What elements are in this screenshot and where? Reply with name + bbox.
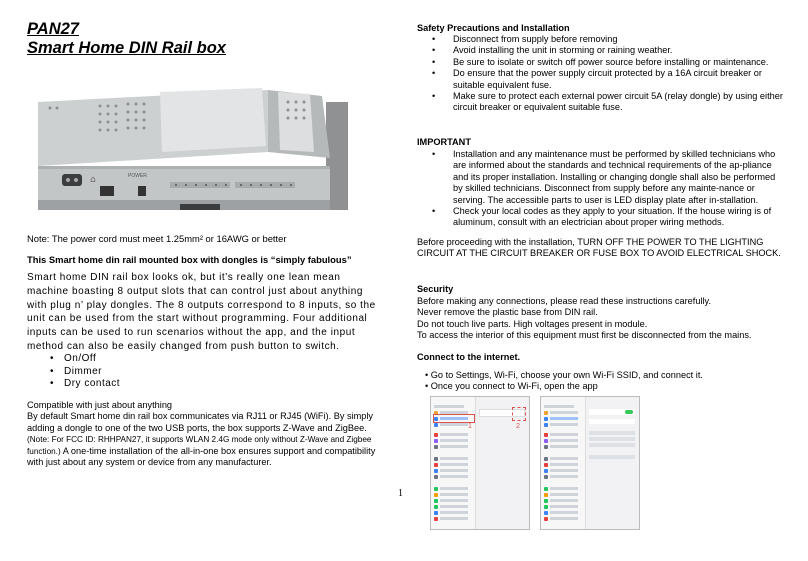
list-item: • Avoid installing the unit in storming or raining weather. xyxy=(417,45,787,56)
intro-paragraph: Smart home DIN rail box looks ok, but it’s really one lean mean machine boasting 8 output slots that can control just about anything with plug n’ play dongles. The 8 outputs correspond to 8 inputs, so the unit can be used from the start without programming. Four additional inputs can be used to run scenarios without the app, and the input method can also be easily changed from push button to switch. xyxy=(27,272,376,352)
list-item: • Go to Settings, Wi-Fi, choose your own Wi-Fi SSID, and connect it. xyxy=(425,370,703,380)
wifi-network-screenshot xyxy=(540,396,640,530)
list-item: • Dimmer xyxy=(27,366,227,379)
connect-steps xyxy=(425,370,785,393)
power-cord-note: Note: The power cord must meet 1.25mm² or 16AWG or better xyxy=(27,233,287,244)
product-model: PAN27 xyxy=(27,20,79,38)
marker-2: 2 xyxy=(516,423,520,430)
compat-heading: Compatible with just about anything xyxy=(27,400,173,410)
important-warning: Before proceeding with the installation, TURN OFF THE POWER TO THE LIGHTING CIRCUIT AT THE CIRCUIT BREAKER OR FUSE BOX TO AVOID ELECTRICAL SHOCK. xyxy=(417,237,781,259)
wifi-settings-screenshot xyxy=(430,396,530,530)
list-item: • Dry contact xyxy=(27,378,227,391)
important-list xyxy=(417,149,787,229)
din-rail-box-image xyxy=(30,82,375,217)
safety-list xyxy=(417,34,787,114)
list-item: • On/Off xyxy=(27,353,227,366)
compat-paragraph: By default Smart home din rail box communicates via RJ11 or RJ45 (WiFi). By simply adding a dongle to one of the two USB ports, the box supports Z-Wave and ZigBee. (Note: For FCC ID: RHHPAN27, it supports WLAN 2.4G mode only without Z-Wave and Zigbee function.) A one-time installation of the all-in-one box ensures support and compatibility with just about any system or device from any manufacturer. xyxy=(27,411,376,468)
security-heading: Security xyxy=(417,284,454,294)
list-item: • Check your local codes as they apply to your situation. If the house wiring is of aluminum, consult with an electrician about proper wiring methods. xyxy=(417,206,787,229)
fcc-note: (Note: For FCC ID: RHHPAN27, it supports WLAN 2.4G mode only without Z-Wave and Zigbee function.) xyxy=(27,435,372,456)
power-socket xyxy=(62,174,82,186)
marker-1: 1 xyxy=(468,423,472,430)
usb-port xyxy=(138,186,146,196)
safety-heading: Safety Precautions and Installation xyxy=(417,23,570,33)
section-heading: This Smart home din rail mounted box with dongles is “simply fabulous” xyxy=(27,254,352,265)
list-item: • Make sure to protect each external power circuit 5A (relay dongle) by using either circuit breaker or equivalent suitable fuse. xyxy=(417,91,787,114)
power-label: POWER xyxy=(128,173,147,179)
connect-heading: Connect to the internet. xyxy=(417,352,521,362)
important-heading: IMPORTANT xyxy=(417,137,471,147)
page-number: 1 xyxy=(398,488,403,499)
list-item: • Installation and any maintenance must be performed by skilled technicians who are informed about the standards and technical requirements of the ap-pliance and its proper installation. Installing or changing dongle shall also be performed by skilled technicians. Disconnect from supply before any mainte-nance or serving. The accessible parts to user is LED display plate after in-stallation. xyxy=(417,149,787,206)
product-title: Smart Home DIN Rail box xyxy=(27,39,226,57)
feature-list xyxy=(27,353,227,391)
list-item: • Do ensure that the power supply circuit protected by a 16A circuit breaker or suitable equivalent fuse. xyxy=(417,68,787,91)
list-item: • Once you connect to Wi-Fi, open the app xyxy=(425,381,598,392)
usb-port xyxy=(100,186,114,196)
svg-text:⌂: ⌂ xyxy=(90,175,96,185)
list-item: • Be sure to isolate or switch off power source before installing or maintenance. xyxy=(417,57,787,68)
list-item: • Disconnect from supply before removing xyxy=(417,34,787,45)
security-lines: Before making any connections, please read these instructions carefully. Never remove the plastic base from DIN rail. Do not touch live parts. High voltages present in module. To access the interior of this equipment must first be disconnected from the mains. xyxy=(417,296,752,341)
